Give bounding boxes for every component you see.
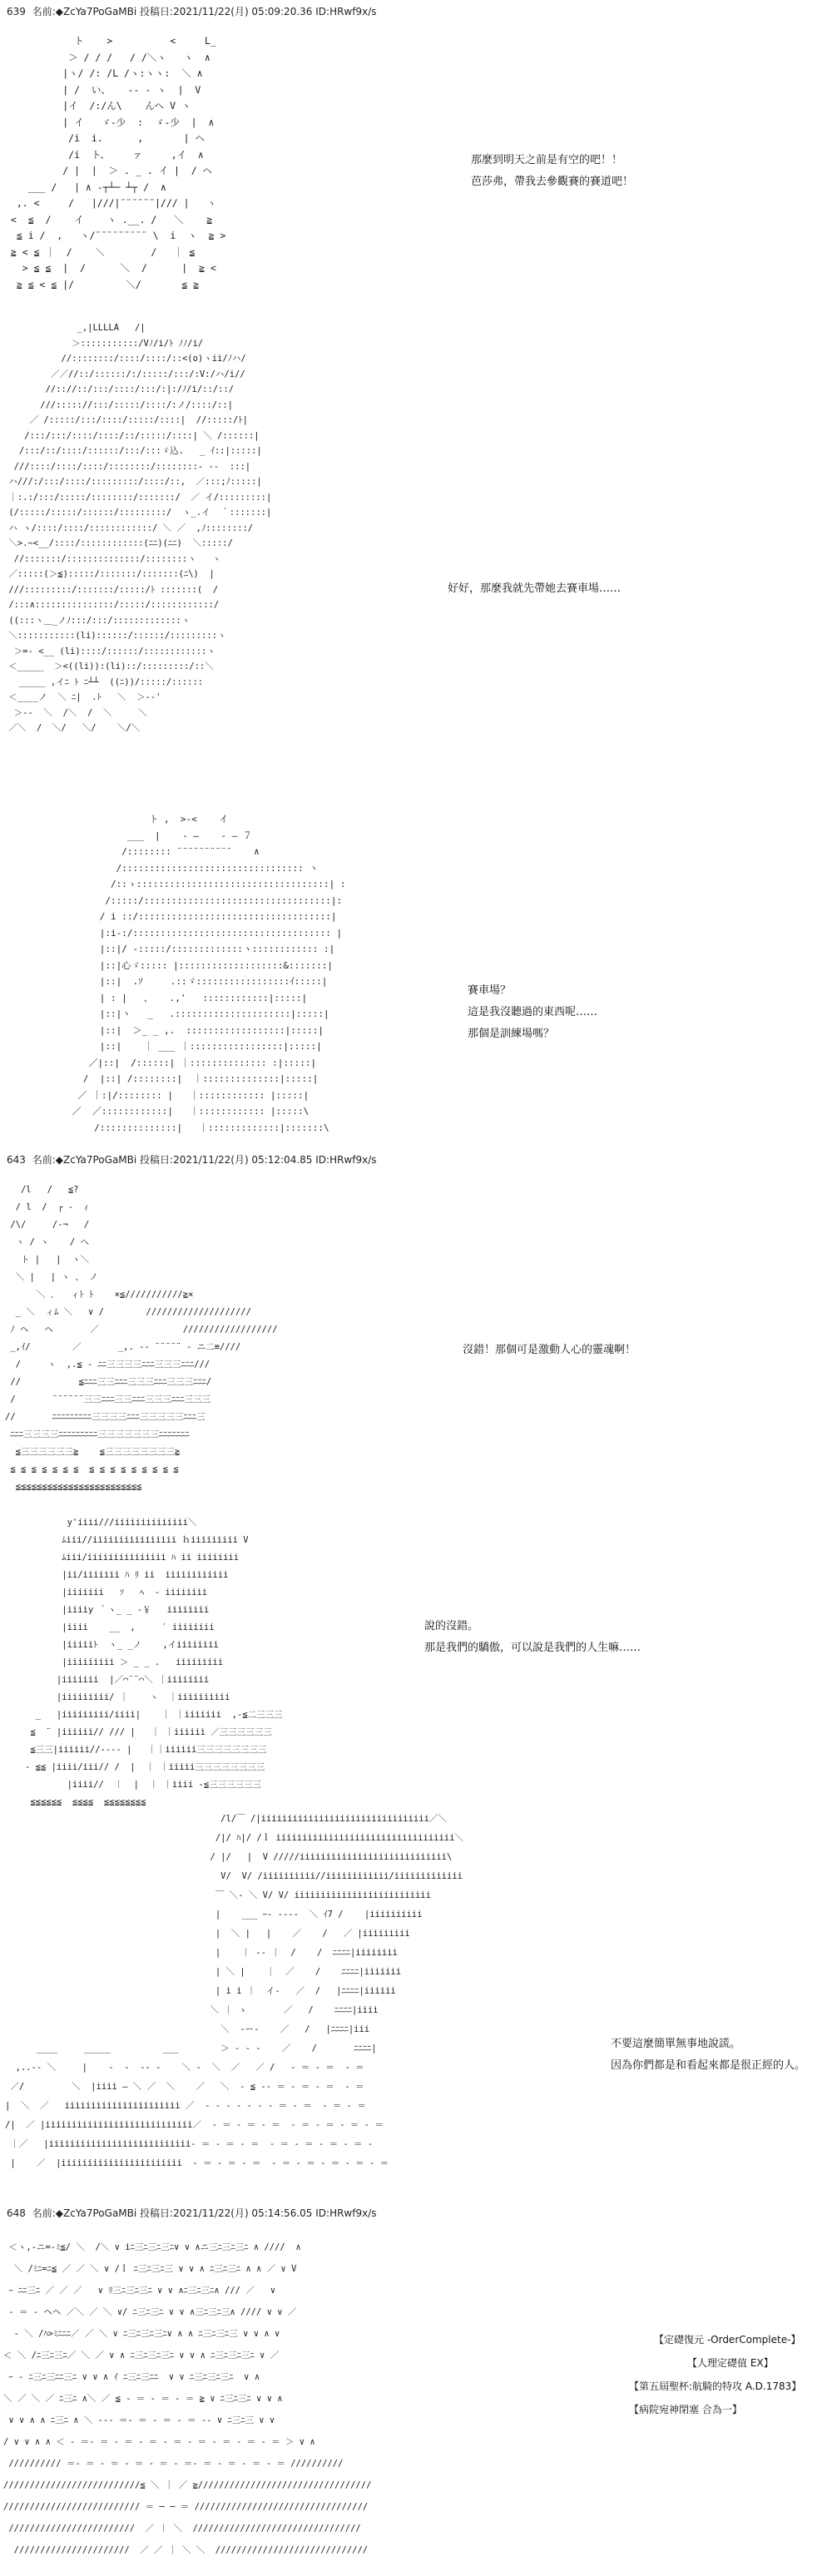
dialogue-line: 那是我們的驕傲，可以說是我們的人生嘛…… [424, 1642, 641, 1654]
credit-line: 【定礎復元 -OrderComplete-】 [654, 2334, 801, 2346]
dialogue-line: 芭莎弗，帶我去參觀賽的賽道吧！ [471, 176, 634, 188]
post-date: 2021/11/22(月) 05:14:56.05 [173, 2207, 313, 2219]
ascii-art-panel-3: ト , >‐< イ ___ | ‐ ― ‐ ― ７ /:::::::: ¨¨¨¨¨¨¨¨¨¨ ∧ /::::::::::::::::::::::::::::::::: ヽ /::ゝ:::::::::::::::::::::::::::::::::::| : /:::::/::::::::::::::::::::::::::::::::::|: / i ::/:::::::::::::::::::::::::::::::::::| |:i-:/:::::::::::::::::::::::::::::::::::: | |::|/ ‐:::::/:::::::::::::ヽ:::::::::::: :| |::|心ゞ::::: |:::::::::::::::::::&:::::::| |::| .ｿ .::ゞ:::::::::::::::::ｲ:::::| | : | 、 .,' ::::::::::::|:::::| |::|ヽ _ .:::::::::::::::::::::|:::::| |::| ＞_ _ ,. ::::::::::::::::::|:::::| |::| ｜ ___ ｜:::::::::::::::::|:::::| ／|::| /::::::| ｜:::::::::::::: :|:::::| / |::| /::::::::| ｜::::::::::::::|:::::| ／ ｜:|/:::::::: | ｜:::::::::::: |:::::| ／ ／::::::::::::| ｜:::::::::::: |:::::\ /::::::::::::::| ｜:::::::::::::|:::::::\ [72, 814, 346, 1133]
name-label: 名前: [32, 2207, 56, 2219]
post-date: 2021/11/22(月) 05:09:20.36 [173, 6, 313, 17]
post-number: 639 [7, 6, 26, 17]
dialogue-line: 賽車場？ [468, 984, 512, 997]
post-number: 643 [7, 1154, 26, 1166]
post-id: ID:HRwf9x/s [315, 2207, 377, 2219]
date-label: 投稿日: [140, 2207, 174, 2219]
name-label: 名前: [32, 1154, 56, 1166]
credit-line: 【第五屆聖杯:航騎的特攻 A.D.1783】 [629, 2380, 802, 2392]
dialogue-panel-2 [448, 578, 621, 600]
name-label: 名前: [32, 6, 56, 17]
dialogue-panel-6 [611, 2034, 805, 2077]
ascii-art-panel-4: /l / ≦? / l / ┌ ‐ ｨ /\/ /‐¬ / ヽ / ヽ / へ ト | | ヽ＼ ＼ | | ヽ 、 ノ ＼ ､ ィﾄ ﾄ ×≦///////////≧× _ ＼ ィﾑ ＼ ∨ / //////////////////// ﾉ ヘ ヘ ／ ////////////////// _,ｲ/ ／ _,. -‐ ¨¨¨¨¨ ‐ ニ二≡//// / ヽ ,.≦ ‐ ﾆﾆ三三三三ﾆﾆﾆ三三三ﾆﾆﾆ/// // ≦ﾆﾆﾆ三三ﾆﾆﾆ三三三ﾆﾆﾆ三三三ﾆﾆﾆ/ / ¨¨¨¨¨¨三三ﾆﾆﾆ三三ﾆﾆﾆ三三三ﾆﾆﾆ三三三 // ﾆﾆﾆﾆﾆﾆﾆﾆﾆ三三三三ﾆﾆﾆ三三三三三ﾆﾆﾆ三 ﾆﾆﾆ三三三三ﾆﾆﾆﾆﾆﾆﾆﾆﾆ三三三三三三三ﾆﾆﾆﾆﾆﾆﾆ ≦三三三三三三≧ ≦三三三三三三三三≧ ≦ ≦ ≦ ≦ ≦ ≦ ≦ ≦ ≦ ≦ ≦ ≦ ≦ ≦ ≦ ≦ ≦≦≦≦≦≦≦≦≦≦≦≦≦≦≦≦≦≦≦≦≦≦≦≦ [5, 1185, 278, 1492]
post-id: ID:HRwf9x/s [315, 1154, 377, 1166]
dialogue-line: 因為你們都是和看起來都是很正經的人。 [611, 2059, 806, 2072]
date-label: 投稿日: [140, 1154, 174, 1166]
ascii-art-panel-6: /l/￣ /|iiiiiiiiiiiiiiiiiiiiiiiiiiiiiiii／＼ /|/ ﾊ|/ /ｌ iiiiiiiiiiiiiiiiiiiiiiiiiiiiiiiiii＼ / |/ | V /////iiiiiiiiiiiiiiiiiiiiiiiiiiii\ V/ V/ /iiiiiiiiii//iiiiiiiiiiii/iiiiiiiiiiiii ￣ ＼‐ ＼ V/ V/ iiiiiiiiiiiiiiiiiiiiiiiiii | ___ ｰ‐ ‐‐‐- ＼ ｲ7 / |iiiiiiiiii | ＼ | | ／ / ／ |iiiiiiiii | ｜ ‐‐ ｜ / / ﾆﾆﾆﾆ|iiiiiiii | ＼ | ｜ ／ / ﾆﾆﾆﾆ|iiiiiii | i i ｜ イ‐ ／ / |ﾆﾆﾆﾆ|iiiiii ＼ ｜ ゝ ／ / ﾆﾆﾆﾆ|iiii ＼ ‐ー‐ ／ / |ﾆﾆﾆﾆ|iii ____ _____ ___ ＞ ‐ ‐ ‐ ／ / ﾆﾆﾆﾆ| ,..-‐ ＼ | ‐ ‐ ‐‐ ‐ ＼ ‐ ＼ ／ ／ / ‐ ＝ ‐ ＝ ‐ ＝ ／/ ＼ |iiii ― ＼ ／ ＼ ／ ＼ ‐ ≦ ‐‐ ＝ ‐ ＝ ‐ ＝ ‐ ＝ | ＼ ／ iiiiiiiiiiiiiiiiiiiiii ／ ‐ ‐ ‐ ‐ ‐ ‐ ‐ ＝ ‐ ＝ ‐ ＝ ‐ ＝ /| ／ |iiiiiiiiiiiiiiiiiiiiiiiiiiii／ ‐ ＝ ‐ ＝ ‐ ＝ ‐ ＝ ‐ ＝ ‐ ＝ ‐ ＝ ｜／ |iiiiiiiiiiiiiiiiiiiiiiiiiii‐ ＝ ‐ ＝ ‐ ＝ ‐ ＝ ‐ ＝ ‐ ＝ ‐ ＝ ‐ | ／ |iiiiiiiiiiiiiiiiiiiiiii ‐ ＝ ‐ ＝ ‐ ＝ ‐ ＝ ‐ ＝ ‐ ＝ ‐ ＝ ‐ ＝ [5, 1814, 463, 2168]
dialogue-line: 那個是訓練場嗎？ [468, 1028, 555, 1040]
dialogue-line: 不要這麼簡單無事地說謊。 [611, 2038, 741, 2050]
dialogue-line: 沒錯！那個可是激動人心的靈魂啊！ [463, 1344, 636, 1356]
credit-line: 【人理定礎值 EX】 [687, 2357, 774, 2369]
post-header-639 [7, 5, 377, 18]
ascii-art-panel-7: ＜ヽ,-ニ=-ﾐ≦/ ＼ /＼ ∨ iﾆ三ﾆ三ﾆ三ﾆ∨ ∨ ∧ニ三ﾆ三ﾆ三ﾆ ∧ //// ∧ ＼ /ﾐﾆ=ﾆ≦ ／ ／ ＼ ∨ /ｌ ﾆ三ﾆ三ﾆ三 ∨ ∨ ∧ ﾆ三ﾆ三ﾆ ∧ ∧ ／ ∨ V ｰ ﾆﾆ三ﾆ ／ ／ ／ ∨ ﾘ三ﾆ三ﾆ三ﾆ ∨ ∨ ∧ﾆ三ﾆ三ﾆ∧ /// ／ ∨ ‐ ＝ ‐ ヘヘ ／＼ ／ ＼ ∨/ ﾆ三ﾆ三ﾆ ∨ ∨ ∧三ﾆ三ﾆ三∧ //// ∨ ∨ ／ ‐ ＼ /ﾊ>ﾐﾆﾆﾆ／ ／ ＼ ∨ ﾆ三ﾆ三ﾆ三ﾆ∨ ∧ ∧ ﾆ三ﾆ三ﾆ三 ∨ ∨ ∧ ∨ ＜ ＼ /ﾆ三ﾆ三ﾆ／ ＼ ／ ∨ ∧ ﾆ三ﾆ三ﾆ三ﾆ ∨ ∨ ∧ ﾆ三ﾆ三ﾆ三ﾆ ∨ ／ ｰ ‐ ﾆ三ﾆ三ﾆﾆ三ﾆ ∨ ∨ ∧ ｲ ﾆ三ﾆ三ﾆﾆ ∨ ∨ ﾆ三ﾆ三ﾆ三ﾆ ∨ ∧ ＼ ／ ＼ ／ ﾆ三ﾆ ∧＼ ／ ≦ ‐ ＝ ‐ ＝ ‐ ＝ ≧ ∨ ﾆ三ﾆ三ﾆ ∨ ∨ ∧ ∨ ∨ ∧ ∧ ﾆ三ﾆ ∧ ＼ ‐‐‐ ＝‐ ＝ ‐ ＝ ‐ ＝ ‐‐ ∨ ﾆ三ﾆ三 ∨ ∨ / ∨ ∨ ∧ ∧ ＜ ‐ ＝‐ ＝ ‐ ＝ ‐ ＝ ‐ ＝ ‐ ＝ ‐ ＝ ‐ ＝ ‐ ＝ ＞ ∨ ∧ ////////// ＝‐ ＝ ‐ ＝ ‐ ＝ ‐ ＝ ‐ ＝‐ ＝ ‐ ＝ ‐ ＝ ‐ ＝ ////////// //////////////////////////≦ ＼ ｜ ／ ≧///////////////////////////////// ////////////////////////// ＝ ─ ─ ＝ ///////////////////////////////// //////////////////////// ／ ｜ ＼ //////////////////////////////// ////////////////////// ／ ／ ｜ ＼ ＼ ///////////////////////////// [3, 2242, 372, 2555]
date-label: 投稿日: [140, 6, 174, 17]
trip-code: ◆ZcYa7PoGaMBi [55, 6, 137, 17]
dialogue-line: 那麼到明天之前是有空的吧！！ [471, 154, 623, 166]
credit-line: 【病院宛神閉塞 合為一】 [629, 2404, 742, 2415]
post-id: ID:HRwf9x/s [315, 6, 377, 17]
trip-code: ◆ZcYa7PoGaMBi [55, 1154, 137, 1166]
post-header-648 [7, 2207, 377, 2220]
ascii-art-panel-2: _,|LLLLA /| ＞:::::::::::/Vﾉ/i/ﾄ ﾉﾉ/i/ //::::::::/::::/::::/::<(o)ヽii/ﾉハ/ ／／//::/::::::/:/:::::/:::/:V:/ハ/i// //:://::/:::/::::/:::/:|:/ﾉ/i/::/::/ ///::::://:::/:::::/::::/:ノ/::::/::| ／ /:::::/:::/::::/:::::/::::| //:::::/ﾄ| /:::/:::/::::/::::/::/:::::/::::| ＼ /::::::| /:::/::/::::/::::::/:::/:::ゞ込. _ ｲ::|:::::| ///::::/::::/::::/::::::::/::::::::‐ -‐ :::| ハ///:/:::/::::/:::::::::/::::/::, ／:::;ﾉ:::::| ｜:.:/:::/:::::/::::::::/:::::::/ ／ イ/:::::::::| (/:::::/:::::/::::::/:::::::::/ ゝ_.イ ｀:::::::| ハ ヽ/::::/::::/::::::::::::/ ＼ ／ ,ﾉ::::::::/ ＼>.~<__/::::/::::::::::::(ﾆﾆ)(ﾆﾆ) ＼:::::/ //:::::::/::::::::::::::/::::::::ヽ ヽ ／:::::(＞≦):::::/:::::::/:::::::(ﾆ\) | ///:::::::::/:::::::/:::::/ﾄ :::::::( / /:::∧:::::::::::::::/:::::/::::::::::::/ ((:::ヽ＿_ノﾉ:::/:::/:::::::::::::ヽ ＼:::::::::::(li)::::::/::::::/:::::::::ヽ ＞=‐ <__ (li)::::/::::::/::::::::::::ヽ ＜_____ ＞<((li)):(li)::/:::::::::/::＼ _____ ,イﾆ ﾄ ﾆ┴┴ ((ﾆ))/:::::/:::::: ＜____ノ ＼ ﾆ| .ﾄ ＼ ＞-‐' ＞-‐ ＼ /＼ / ＼ ＼ ／＼ / ＼/ ＼/ ＼/＼ [8, 323, 272, 733]
trip-code: ◆ZcYa7PoGaMBi [55, 2207, 137, 2219]
post-header-643 [7, 1153, 377, 1167]
dialogue-panel-1 [471, 150, 633, 193]
dialogue-line: 這是我沒聽過的東西呢…… [468, 1006, 598, 1018]
ascii-art-panel-1: ト > < L_ ＞ / / / / /＼ヽ ヽ ∧ |ヽ/ /: /L /ヽ:ヽヽ: ＼ ∧ | / い、 -‐ - ヽ | V |イ /:/ん\ んへ V ヽ | イ ゞ-少 : ゞ-少 | ∧ /i i. , | ヘ /i ト、 ァ ,イ ∧ / | | ＞ . _ . イ | / ヘ ___ / | ∧ ‐┬┴─ ┴┬ / ∧ ,. < / |///|¨¨¨¨¨¨|/// | ヽ < ≦ / イ ヽ .__. / ＼ ≧ ≦ i / , ヽ/¨¨¨¨¨¨¨¨¨ \ i ヽ ≧ > ≧ < ≦ ｜ / ＼ / ｜ ≦ > ≦ ≦ | / ＼ / | ≧ < ≧ ≦ < ≦ |/ ＼/ ≦ ≧ [10, 35, 226, 290]
post-date: 2021/11/22(月) 05:12:04.85 [173, 1154, 313, 1166]
dialogue-panel-4 [463, 1340, 636, 1361]
dialogue-line: 好好，那麼我就先帶她去賽車場…… [448, 582, 622, 595]
chapter-credits [629, 2328, 801, 2421]
dialogue-panel-5 [424, 1616, 641, 1659]
dialogue-line: 說的沒錯。 [424, 1620, 479, 1632]
ascii-art-panel-5: y'iiii///iiiiiiiiiiiiii＼ ﾑiii//iiiiiiiiiiiiiiii ｈiiiiiiiii V ﾑiii/iiiiiiiiiiiiiii ﾊ ii iiiiiiii |ii/iiiiiii ﾊ ﾘ ii iiiiiiiiiiii |iiiiiii ｿ ﾍ ‐ iiiiiiii |iiiiy ｀ヽ_ _ ‐￥ iiiiiiii |iiii __ , ′ iiiiiiii |iiiiiﾄ ヽ_ _ノ ,イiiiiiiii |iiiiiiiii ＞ _ _ . iiiiiiiii |iiiiiii |／⌒¨¨⌒＼ ｜iiiiiiii |iiiiiiiii/ ｜ ヽ ｜iiiiiiiiii _ |iiiiiiiii/iiii| ｜ ｜iiiiiii ,‐≦二三三三 ≦ ¨ |iiiiii// /// | ｜ ｜iiiiii ／三三三三三三 ≦三三|iiiiii//‐‐‐‐ | ｜｜iiiiii三三三三三三三三 ‐ ≦≦ |iiii/iii// / | ｜ ｜iiiii三三三三三三三三 |iiii// ｜ | ｜ ｜iiii ‐≦三三三三三三 ≦≦≦≦≦≦ ≦≦≦≦ ≦≦≦≦≦≦≦≦ [25, 1518, 283, 1807]
post-number: 648 [7, 2207, 26, 2219]
dialogue-panel-3 [468, 980, 597, 1045]
